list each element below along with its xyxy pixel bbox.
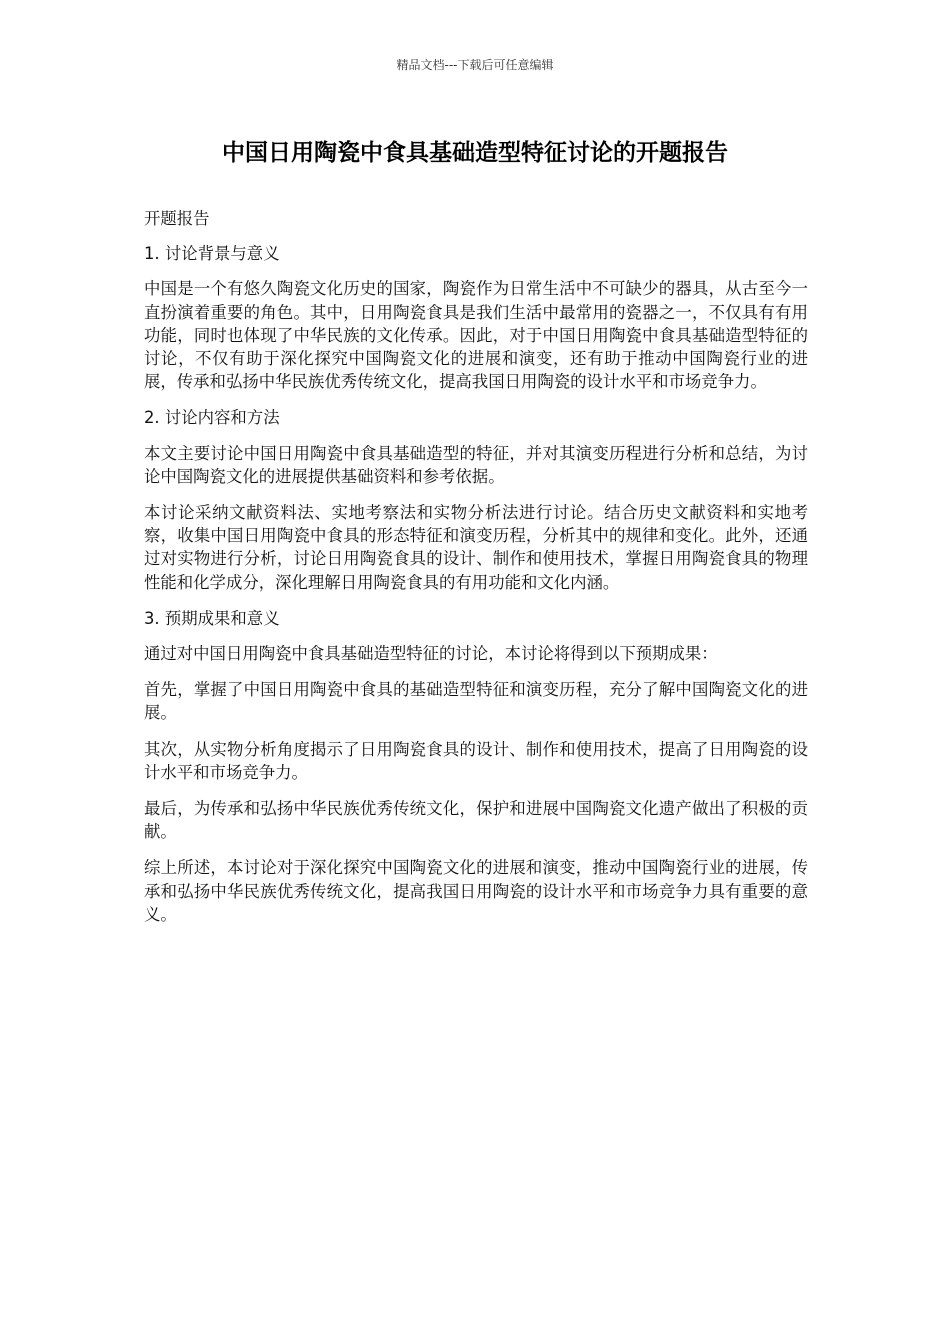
section-3-paragraph-1: 通过对中国日用陶瓷中食具基础造型特征的讨论，本讨论将得到以下预期成果： bbox=[144, 644, 718, 664]
document-body bbox=[144, 207, 808, 939]
section-1-paragraph-1: 中国是一个有悠久陶瓷文化历史的国家，陶瓷作为日常生活中不可缺少的器具，从古至今一直扮演着重要的角色。其中，日用陶瓷食具是我们生活中最常用的瓷器之一，不仅具有有用功能，同时也体现了中华民族的文化传承。因此，对于中国日用陶瓷中食具基础造型特征的讨论，不仅有助于深化探究中国陶瓷文化的进展和演变，还有助于推动中国陶瓷行业的进展，传承和弘扬中华民族优秀传统文化，提高我国日用陶瓷的设计水平和市场竞争力。 bbox=[144, 279, 808, 392]
section-3-paragraph-2: 首先，掌握了中国日用陶瓷中食具的基础造型特征和演变历程，充分了解中国陶瓷文化的进展。 bbox=[144, 680, 808, 723]
intro-label: 开题报告 bbox=[144, 209, 210, 228]
document-title: 中国日用陶瓷中食具基础造型特征讨论的开题报告 bbox=[222, 140, 728, 166]
header-note: 精品文档---下载后可任意编辑 bbox=[396, 58, 554, 72]
section-2-paragraph-1: 本文主要讨论中国日用陶瓷中食具基础造型的特征，并对其演变历程进行分析和总结，为讨论中国陶瓷文化的进展提供基础资料和参考依据。 bbox=[144, 443, 808, 486]
section-3-paragraph-3: 其次，从实物分析角度揭示了日用陶瓷食具的设计、制作和使用技术，提高了日用陶瓷的设计水平和市场竞争力。 bbox=[144, 739, 808, 782]
conclusion-paragraph: 综上所述，本讨论对于深化探究中国陶瓷文化的进展和演变，推动中国陶瓷行业的进展，传承和弘扬中华民族优秀传统文化，提高我国日用陶瓷的设计水平和市场竞争力具有重要的意义。 bbox=[144, 858, 808, 924]
section-1-heading: 1. 讨论背景与意义 bbox=[144, 244, 280, 264]
section-2-paragraph-2: 本讨论采纳文献资料法、实地考察法和实物分析法进行讨论。结合历史文献资料和实地考察，收集中国日用陶瓷中食具的形态特征和演变历程，分析其中的规律和变化。此外，还通过对实物进行分析，讨论日用陶瓷食具的设计、制作和使用技术，掌握日用陶瓷食具的物理性能和化学成分，深化理解日用陶瓷食具的有用功能和文化内涵。 bbox=[144, 503, 808, 592]
section-3-heading: 3. 预期成果和意义 bbox=[144, 608, 280, 628]
section-3-paragraph-4: 最后，为传承和弘扬中华民族优秀传统文化，保护和进展中国陶瓷文化遗产做出了积极的贡献。 bbox=[144, 799, 808, 842]
section-2-heading: 2. 讨论内容和方法 bbox=[144, 408, 280, 428]
